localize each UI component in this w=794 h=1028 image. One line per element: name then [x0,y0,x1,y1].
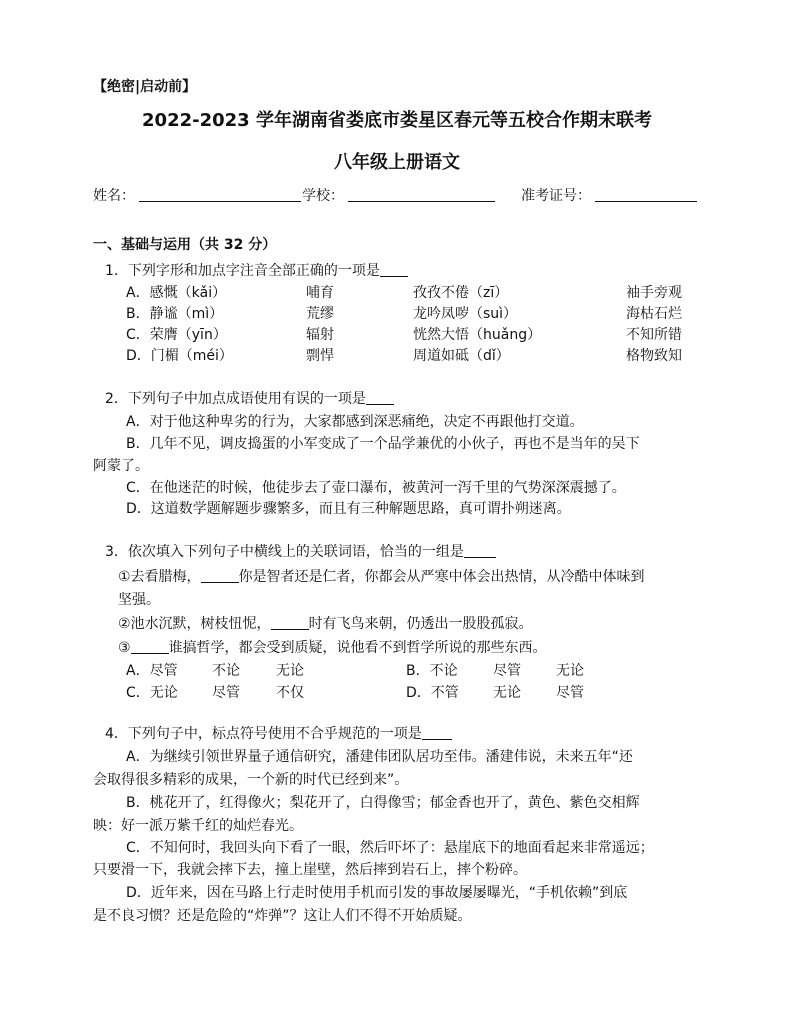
q3-sentence-3-start: ③ [118,640,131,656]
q3-sentence-1-cont: 坚强。 [118,592,160,608]
exam-number-blank [595,187,697,202]
q1-option-b-3: 龙吟凤哕（suì） [413,306,518,322]
q4-option-b-line1: B．桃花开了，红得像火；梨花开了，白得像雪；郁金香也开了，黄色、紫色交相辉 [126,795,640,811]
q3-sentence-1 [118,566,645,586]
q3-option-a-3: 无论 [276,663,304,679]
question-4-text: 4．下列句子中，标点符号使用不合乎规范的一项是 [105,726,422,742]
q3-option-b-3: 无论 [556,663,584,679]
q3-sentence-1-rest: 你是智者还是仁者，你都会从严寒中体会出热情，从冷酷中体味到 [238,569,645,585]
q1-option-d-4: 格物致知 [626,348,682,364]
q4-option-c-line2: 只要滑一下，我就会摔下去，撞上崖壁，然后摔到岩石上，摔个粉碎。 [93,862,527,878]
exam-title: 2022-2023 学年湖南省娄底市娄星区春元等五校合作期末联考 [142,110,652,131]
q1-option-d-1: D．门楣（méi） [126,348,233,364]
q1-option-b-1: B．静谧（mì） [126,306,224,322]
q3-option-b-2: 尽管 [493,663,521,679]
q3-option-a-1: A．尽管 [126,663,178,679]
q1-option-c-4: 不知所错 [626,327,682,343]
answer-blank [366,390,394,405]
q3-sentence-2-rest: 时有飞鸟来朝，仍透出一股股孤寂。 [308,616,533,632]
q3-option-d-3: 尽管 [556,685,584,701]
q3-option-d-2: 无论 [493,685,521,701]
q1-option-d-2: 剽悍 [306,348,334,364]
q3-sentence-2 [118,613,533,633]
fill-blank-1 [201,568,239,583]
q3-sentence-3 [118,637,547,657]
q2-option-b-line2: 阿蒙了。 [93,458,149,474]
q3-option-a-2: 不论 [212,663,240,679]
q3-option-c-1: C．无论 [126,685,178,701]
q4-option-a-line1: A．为继续引领世界量子通信研究，潘建伟团队居功至伟。潘建伟说，未来五年“还 [126,749,633,765]
answer-blank [380,262,408,277]
q1-option-c-1: C．荣膺（yīn） [126,327,227,343]
name-blank [139,187,301,202]
q3-option-c-3: 不仅 [276,685,304,701]
exam-number-field [521,185,697,205]
fill-blank-2 [271,615,309,630]
confidential-label: 【绝密|启动前】 [93,79,197,95]
q2-option-c: C．在他迷茫的时候，他徒步去了壶口瀑布，被黄河一泻千里的气势深深震撼了。 [126,480,626,496]
q2-option-b-line1: B．几年不见，调皮捣蛋的小军变成了一个品学兼优的小伙子，再也不是当年的吴下 [126,436,640,452]
question-3-stem [105,541,496,561]
q3-sentence-3-rest: 谁搞哲学，都会受到质疑，说他看不到哲学所说的那些东西。 [168,640,547,656]
school-blank [348,187,495,202]
q3-sentence-2-start: ②池水沉默，树枝忸怩， [118,616,271,632]
question-1-stem [105,260,408,280]
q1-option-a-4: 袖手旁观 [626,285,682,301]
name-label: 姓名： [93,188,135,204]
fill-blank-3 [131,639,169,654]
q4-option-a-line2: 会取得很多精彩的成果，一个新的时代已经到来”。 [93,772,409,788]
question-4-stem [105,723,452,743]
school-label: 学校： [302,188,344,204]
q3-sentence-1-start: ①去看腊梅， [118,569,201,585]
question-1-text: 1．下列字形和加点字注音全部正确的一项是 [105,263,380,279]
name-field [93,185,301,205]
q1-option-a-3: 孜孜不倦（zī） [413,285,509,301]
exam-subtitle: 八年级上册语文 [334,152,460,173]
q4-option-d-line1: D．近年来，因在马路上行走时使用手机而引发的事故屡屡曝光，“手机依赖”到底 [126,885,628,901]
q2-option-a: A．对于他这种卑劣的行为，大家都感到深恶痛绝，决定不再跟他打交道。 [126,414,584,430]
q3-option-c-2: 尽管 [212,685,240,701]
q4-option-c-line1: C．不知何时，我回头向下看了一眼，然后吓坏了：悬崖底下的地面看起来非常遥远； [126,840,654,856]
q4-option-b-line2: 映：好一派万紫千红的灿烂春光。 [93,818,303,834]
q1-option-a-1: A．感慨（kǎi） [126,285,227,301]
q1-option-b-4: 海枯石烂 [626,306,682,322]
q4-option-d-line2: 是不良习惯？还是危险的“炸弹”？这让人们不得不开始质疑。 [93,908,472,924]
q1-option-c-2: 辐射 [306,327,334,343]
section-heading: 一、基础与运用（共 32 分） [93,237,277,253]
exam-number-label: 准考证号： [521,188,591,204]
question-3-text: 3．依次填入下列句子中横线上的关联词语，恰当的一组是 [105,544,464,560]
question-2-text: 2．下列句子中加点成语使用有误的一项是 [105,391,366,407]
q3-option-d-1: D．不管 [406,685,459,701]
q1-option-d-3: 周道如砥（dǐ） [413,348,510,364]
q1-option-a-2: 哺育 [306,285,334,301]
q1-option-b-2: 荒缪 [306,306,334,322]
question-2-stem [105,388,394,408]
answer-blank [422,725,452,740]
q2-option-d: D．这道数学题解题步骤繁多，而且有三种解题思路，真可谓扑朔迷离。 [126,501,571,517]
school-field [302,185,495,205]
q1-option-c-3: 恍然大悟（huǎng） [413,327,542,343]
q3-option-b-1: B．不论 [406,663,458,679]
answer-blank [464,543,496,558]
